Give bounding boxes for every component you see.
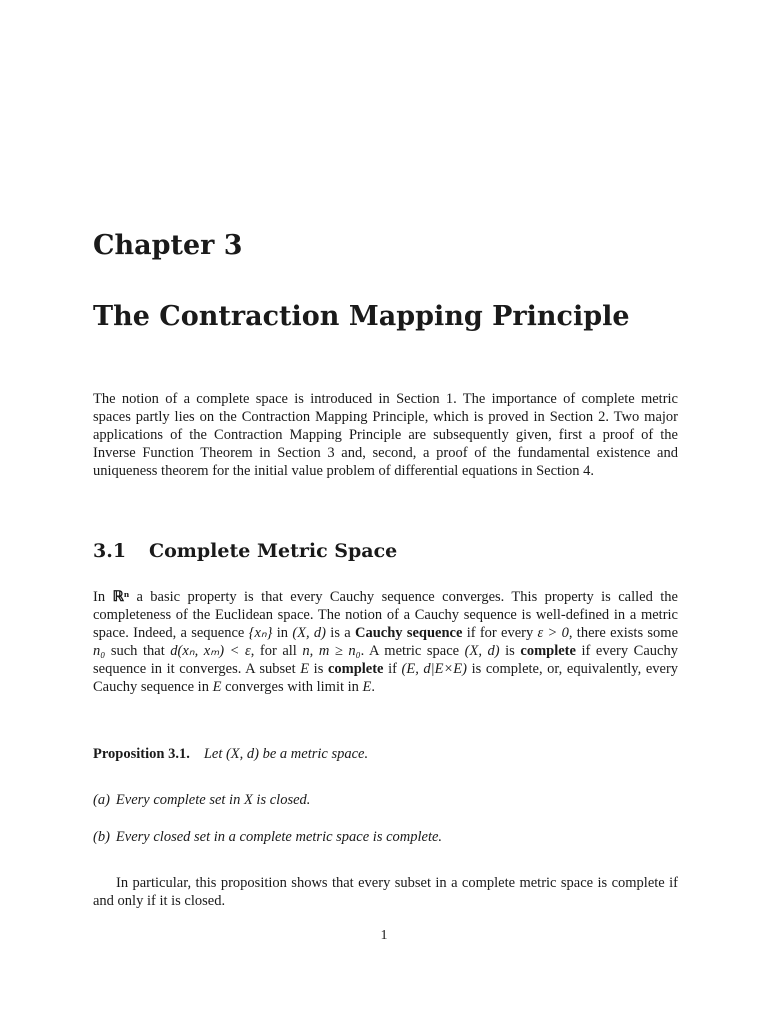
math-restriction: (E, d|E×E)	[401, 661, 467, 677]
math-space: (X, d)	[292, 625, 327, 641]
text-run: is a	[326, 625, 355, 641]
section-paragraph	[93, 588, 678, 696]
text-run: in	[272, 625, 293, 641]
term-cauchy-sequence: Cauchy sequence	[355, 625, 463, 641]
text-run: a basic property is that every Cauchy sequence converges. This property is called the completeness of the Euclidean space. The notion of a Cauchy sequence is well-defined in a metric space. Indeed, a sequence	[93, 589, 678, 641]
chapter-intro-paragraph: The notion of a complete space is introduced in Section 1. The importance of complete metric spaces partly lies on the Contraction Mapping Principle, which is proved in Section 2. Two major applications of the Contraction Mapping Principle are subsequently given, first a proof of the Inverse Function Theorem in Section 3 and, second, a proof of the fundamental existence and uniqueness theorem for the initial value problem of differential equations in Section 4.	[93, 391, 678, 479]
proposition-label: Proposition 3.1.	[93, 746, 190, 762]
term-complete: complete	[327, 661, 384, 677]
chapter-title: The Contraction Mapping Principle	[93, 301, 630, 332]
proposition-item-b	[93, 829, 442, 846]
chapter-label: Chapter 3	[93, 230, 243, 261]
item-text: Every complete set in X is closed.	[115, 792, 311, 808]
item-text: Every closed set in a complete metric space is complete.	[115, 829, 443, 845]
text-run: converges with limit in	[221, 679, 363, 695]
section-title: Complete Metric Space	[149, 540, 398, 562]
text-run: if	[383, 661, 402, 677]
math-n0: n₀	[93, 643, 106, 659]
text-run: . A metric space	[360, 643, 465, 659]
text-run: if for every	[462, 625, 538, 641]
section-heading	[93, 540, 397, 562]
math-epsilon: ε > 0	[537, 625, 569, 641]
text-run: , for all	[250, 643, 303, 659]
text-run: In	[93, 589, 113, 605]
text-run: is	[309, 661, 328, 677]
closing-paragraph: In particular, this proposition shows that every subset in a complete metric space is complete if and only if it is closed.	[93, 875, 678, 909]
math-sequence: {xₙ}	[248, 625, 273, 641]
text-run: , there exists some	[568, 625, 679, 641]
item-marker: (b)	[93, 829, 110, 845]
text-run: if every Cauchy sequence in it converges. A subset	[93, 643, 678, 677]
term-complete: complete	[520, 643, 576, 659]
math-rn: ℝⁿ	[112, 589, 130, 605]
text-run: is complete, or, equivalently, every Cauchy sequence in	[93, 661, 679, 695]
proposition-statement: Let (X, d) be a metric space.	[203, 746, 369, 762]
math-space: (X, d)	[464, 643, 500, 659]
math-distance: d(xₙ, xₘ) < ε	[170, 643, 251, 659]
section-number: 3.1	[93, 540, 127, 562]
text-run: is	[499, 643, 521, 659]
item-marker: (a)	[93, 792, 110, 808]
math-subset: E	[212, 679, 222, 695]
math-indices: n, m ≥ n₀	[302, 643, 361, 659]
math-subset: E	[300, 661, 310, 677]
proposition-item-a	[93, 792, 310, 809]
math-subset: E	[362, 679, 372, 695]
text-run: .	[371, 679, 376, 695]
proposition	[93, 746, 368, 763]
page-number: 1	[380, 928, 388, 943]
text-run: such that	[105, 643, 171, 659]
